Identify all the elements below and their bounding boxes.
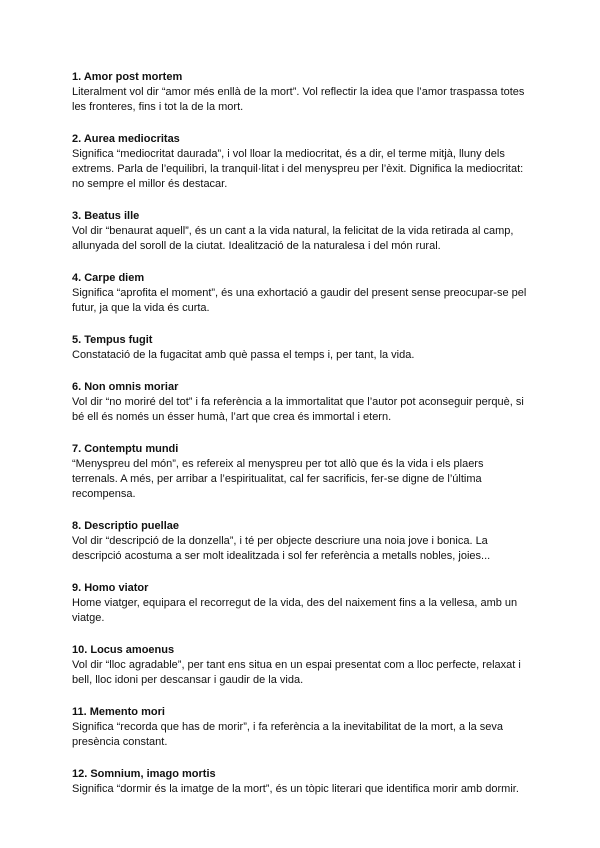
topic-title: 8. Descriptio puellae <box>72 520 179 532</box>
topic-title: 10. Locus amoenus <box>72 644 175 656</box>
topic-body: Vol dir “lloc agradable”, per tant ens situa en un espai presentat com a lloc perfecte, relaxat i bell, lloc idoni per descansar i gaudir de la vida. <box>72 659 521 686</box>
document-page <box>72 70 532 814</box>
topic-title: 5. Tempus fugit <box>72 334 153 346</box>
topic-body: Significa “mediocritat daurada”, i vol lloar la mediocritat, és a dir, el terme mitjà, lluny dels extrems. Parla de l’equilibri, la tranquil·litat i del menyspreu per l’èxit. Dignifica la mediocritat: no sempre el millor és destacar. <box>72 148 524 190</box>
topic-body: Home viatger, equipara el recorregut de la vida, des del naixement fins a la vellesa, amb un viatge. <box>72 597 518 624</box>
topic-title: 7. Contemptu mundi <box>72 443 179 455</box>
topic-9 <box>72 581 532 626</box>
topic-8 <box>72 519 532 564</box>
topic-title: 3. Beatus ille <box>72 210 140 222</box>
topic-body: Significa “aprofita el moment”, és una exhortació a gaudir del present sense preocupar-se pel futur, ja que la vida és curta. <box>72 287 527 314</box>
topic-body: “Menyspreu del món”, es refereix al menyspreu per tot allò que és la vida i els plaers terrenals. A més, per arribar a l’espiritualitat, cal fer sacrificis, fer-se digne de l’última recompensa. <box>72 458 484 500</box>
topic-body: Significa “dormir és la imatge de la mort”, és un tòpic literari que identifica morir amb dormir. <box>72 783 519 795</box>
topic-11 <box>72 705 532 750</box>
topic-7 <box>72 442 532 502</box>
topic-title: 9. Homo viator <box>72 582 149 594</box>
topic-10 <box>72 643 532 688</box>
topic-5 <box>72 333 532 363</box>
topic-title: 6. Non omnis moriar <box>72 381 179 393</box>
topic-6 <box>72 380 532 425</box>
topic-body: Constatació de la fugacitat amb què passa el temps i, per tant, la vida. <box>72 349 415 361</box>
topic-body: Vol dir “benaurat aquell”, és un cant a la vida natural, la felicitat de la vida retirada al camp, allunyada del soroll de la ciutat. Idealització de la naturalesa i del món rural. <box>72 225 514 252</box>
topic-title: 11. Memento mori <box>72 706 165 718</box>
topic-body: Vol dir “descripció de la donzella”, i té per objecte descriure una noia jove i bonica. La descripció acostuma a ser molt idealitzada i sol fer referència a metalls nobles, joies... <box>72 535 491 562</box>
topic-3 <box>72 209 532 254</box>
topic-body: Significa “recorda que has de morir”, i fa referència a la inevitabilitat de la mort, a la seva presència constant. <box>72 721 504 748</box>
topic-body: Vol dir “no moriré del tot” i fa referència a la immortalitat que l’autor pot aconseguir perquè, si bé ell és només un ésser humà, l’art que crea és immortal i etern. <box>72 396 524 423</box>
topic-2 <box>72 132 532 192</box>
topic-1 <box>72 70 532 115</box>
topic-title: 4. Carpe diem <box>72 272 145 284</box>
topic-title: 2. Aurea mediocritas <box>72 133 180 145</box>
topic-title: 12. Somnium, imago mortis <box>72 768 216 780</box>
topic-body: Literalment vol dir “amor més enllà de la mort”. Vol reflectir la idea que l’amor traspassa totes les fronteres, fins i tot la de la mort. <box>72 86 525 113</box>
topic-4 <box>72 271 532 316</box>
topic-12 <box>72 767 532 797</box>
topic-title: 1. Amor post mortem <box>72 71 183 83</box>
